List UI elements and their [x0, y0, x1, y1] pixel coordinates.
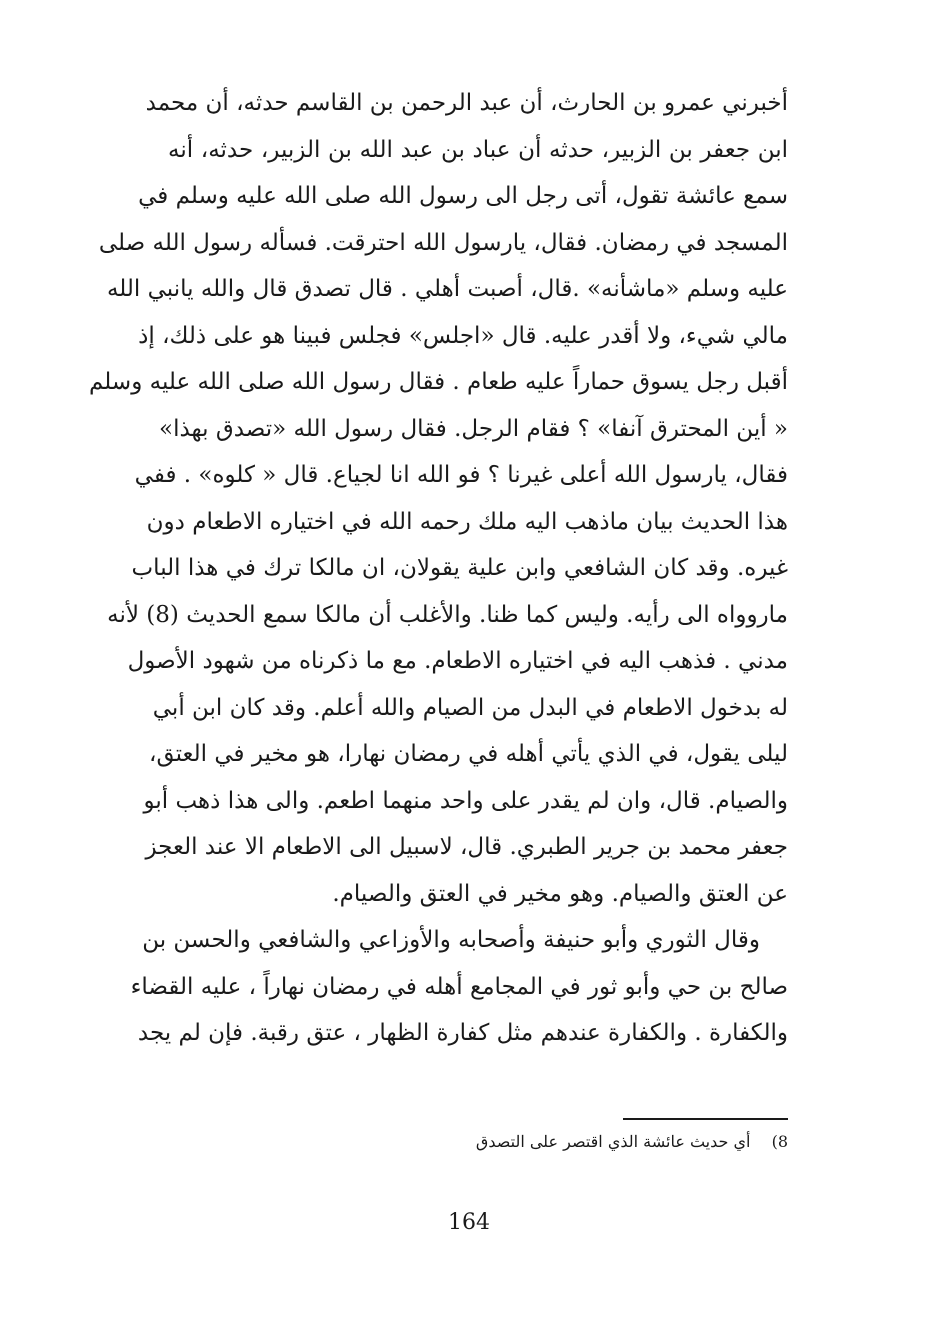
text-line-19: وقال الثوري وأبو حنيفة وأصحابه والأوزاعي والشافعي والحسن بن: [142, 927, 760, 953]
text-line-5: عليه وسلم «ماشأنه» .قال، أصبت أهلي . قال تصدق قال والله يانبي الله: [106, 276, 788, 302]
text-line-8: « أين المحترق آنفا» ؟ فقام الرجل. فقال رسول الله «تصدق بهذا»: [159, 415, 788, 442]
text-line-21: والكفارة . والكفارة عندهم مثل كفارة الظهار ، عتق رقبة. فإن لم يجد: [137, 1020, 788, 1046]
text-line-16: والصيام. قال، وان لم يقدر على واحد منهما اطعم. والى هذا ذهب أبو: [143, 787, 788, 814]
text-line-2: ابن جعفر بن الزبير، حدثه أن عباد بن عبد الله بن الزبير، حدثه، أنه: [168, 136, 788, 163]
text-line-1: أخبرني عمرو بن الحارث، أن عبد الرحمن بن القاسم حدثه، أن محمد: [145, 90, 788, 116]
main-text: [89, 80, 788, 1057]
text-line-10: هذا الحديث بيان ماذهب اليه ملك رحمه الله في اختياره الاطعام دون: [146, 508, 788, 535]
footnote: [420, 1128, 788, 1156]
text-line-17: جعفر محمد بن جرير الطبري. قال، لاسبيل الى الاطعام الا عند العجز: [145, 834, 788, 860]
text-line-12: ماروواه الى رأيه. وليس كما ظنا. والأغلب أن مالكا سمع الحديث (8) لأنه: [107, 601, 788, 628]
text-line-20: صالح بن حي وأبو ثور في المجامع أهله في رمضان نهاراً ، عليه القضاء: [130, 973, 788, 1000]
text-line-11: غيره. وقد كان الشافعي وابن علية يقولان، ان مالكا ترك في هذا الباب: [131, 555, 788, 581]
page-number: 164: [448, 1210, 490, 1235]
text-line-14: له بدخول الاطعام في البدل من الصيام والله أعلم. وقد كان ابن أبي: [152, 694, 788, 721]
text-line-15: ليلى يقول، في الذي يأتي أهله في رمضان نهارا، هو مخير في العتق،: [149, 741, 788, 767]
footnote-number: 8): [771, 1132, 788, 1151]
text-line-4: المسجد في رمضان. فقال، يارسول الله احترقت. فسأله رسول الله صلى: [98, 229, 788, 256]
footnote-divider: [623, 1118, 788, 1120]
text-line-7: أقبل رجل يسوق حماراً عليه طعام . فقال رسول الله صلى الله عليه وسلم: [89, 369, 788, 395]
text-line-13: مدني . فذهب اليه في اختياره الاطعام. مع ما ذكرناه من شهود الأصول: [127, 648, 788, 674]
text-line-18: عن العتق والصيام. وهو مخير في العتق والصيام.: [332, 880, 788, 907]
footnote-text: أي حديث عائشة الذي اقتصر على التصدق: [475, 1132, 751, 1151]
text-line-9: فقال، يارسول الله أعلى غيرنا ؟ فو الله انا لجياع. قال « كلوه» . ففي: [134, 462, 788, 488]
text-line-3: سمع عائشة تقول، أتى رجل الى رسول الله صلى الله عليه وسلم في: [138, 183, 788, 209]
text-line-6: مالي شيء، ولا أقدر عليه. قال «اجلس» فجلس فبينا هو على ذلك، إذ: [138, 322, 788, 349]
